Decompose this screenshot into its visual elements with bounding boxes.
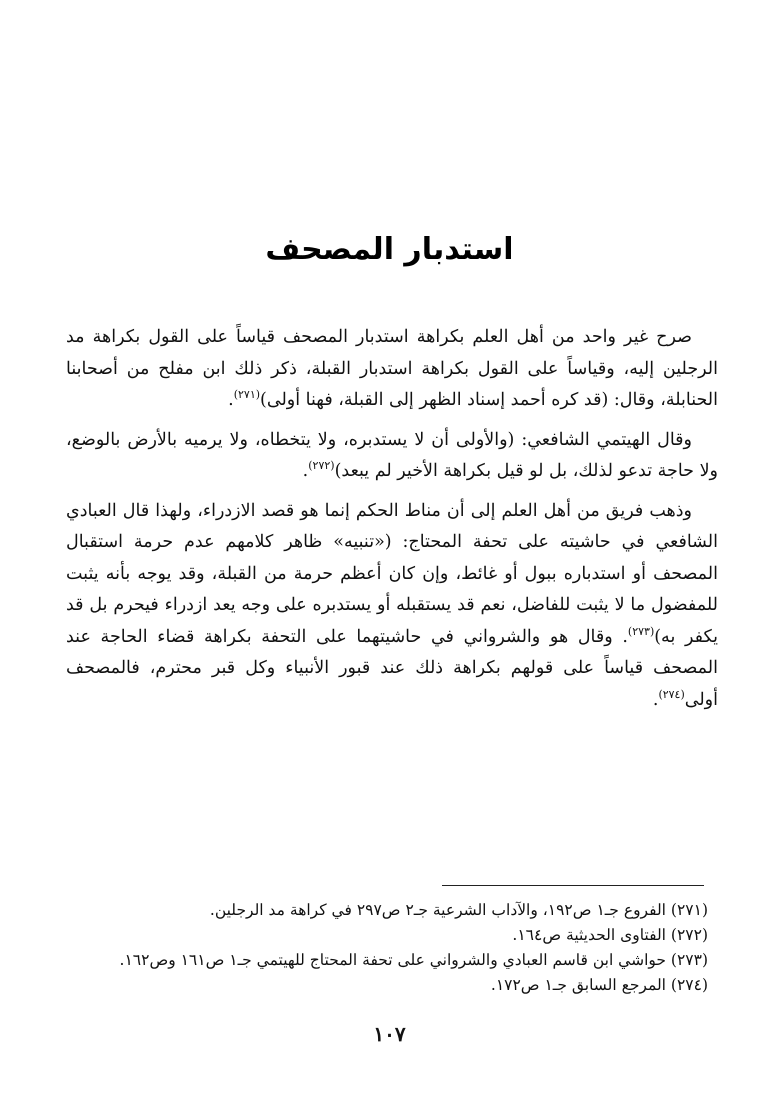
paragraph-2-tail: . xyxy=(302,461,309,481)
footnote-274: (٢٧٤) المرجع السابق جـ١ ص١٧٢. xyxy=(490,976,708,994)
paragraph-2 xyxy=(66,425,718,488)
footnote-273: (٢٧٣) حواشي ابن قاسم العبادي والشرواني على تحفة المحتاج للهيتمي جـ١ ص١٦١ وص١٦٢. xyxy=(119,951,708,969)
body-text xyxy=(66,322,718,724)
paragraph-2-text: وقال الهيتمي الشافعي: (والأولى أن لا يستدبره، ولا يتخطاه، ولا يرميه بالأرض بالوضع، ولا حاجة تدعو لذلك، بل لو قيل بكراهة الأخير لم يبعد) xyxy=(66,429,718,481)
footnote-divider xyxy=(442,885,704,886)
footnote-272: (٢٧٢) الفتاوى الحديثية ص١٦٤. xyxy=(512,926,708,944)
page-number: ١٠٧ xyxy=(373,1022,406,1046)
paragraph-3-tail: . وقال هو والشرواني في حاشيتهما على التحفة بكراهة قضاء الحاجة عند المصحف قياساً على قولهم بكراهة ذلك عند قبور الأنبياء وكل قبر محترم، فالمصحف أولى xyxy=(66,626,718,710)
paragraph-3 xyxy=(66,496,718,717)
footnote-ref-274: (٢٧٤) xyxy=(658,687,685,701)
paragraph-3-text: وذهب فريق من أهل العلم إلى أن مناط الحكم إنما هو قصد الازدراء، ولهذا قال العبادي الشافعي في حاشيته على تحفة المحتاج: («تنبيه» ظاهر كلامهم عدم حرمة استقبال المصحف أو استدباره ببول أو غائط، وإن كان أعظم حرمة من القبلة، وقد يوجه بأنه يثبت للمفضول ما لا يثبت للفاضل، نعم قد يستقبله أو يستدبره على وجه يعد ازدراء فيحرم بل قد يكفر به) xyxy=(66,500,719,647)
paragraph-1-text: صرح غير واحد من أهل العلم بكراهة استدبار المصحف قياساً على القول بكراهة مد الرجلين إليه، وقياساً على القول بكراهة استدبار القبلة، ذكر ذلك ابن مفلح من أصحابنا الحنابلة، وقال: (قد كره أحمد إسناد الظهر إلى القبلة، فهنا أولى) xyxy=(66,327,718,410)
footnote-ref-271: (٢٧١) xyxy=(233,388,261,402)
paragraph-1-tail: . xyxy=(228,390,234,410)
footnote-271: (٢٧١) الفروع جـ١ ص١٩٢، والآداب الشرعية جـ٢ ص٢٩٧ في كراهة مد الرجلين. xyxy=(209,901,708,919)
page-title: استدبار المصحف xyxy=(265,232,514,267)
footnotes xyxy=(66,898,708,998)
paragraph-3-tail-2: . xyxy=(652,689,659,710)
paragraph-1 xyxy=(66,322,718,417)
footnote-ref-273: (٢٧٣) xyxy=(627,624,655,638)
footnote-ref-272: (٢٧٢) xyxy=(308,459,335,473)
